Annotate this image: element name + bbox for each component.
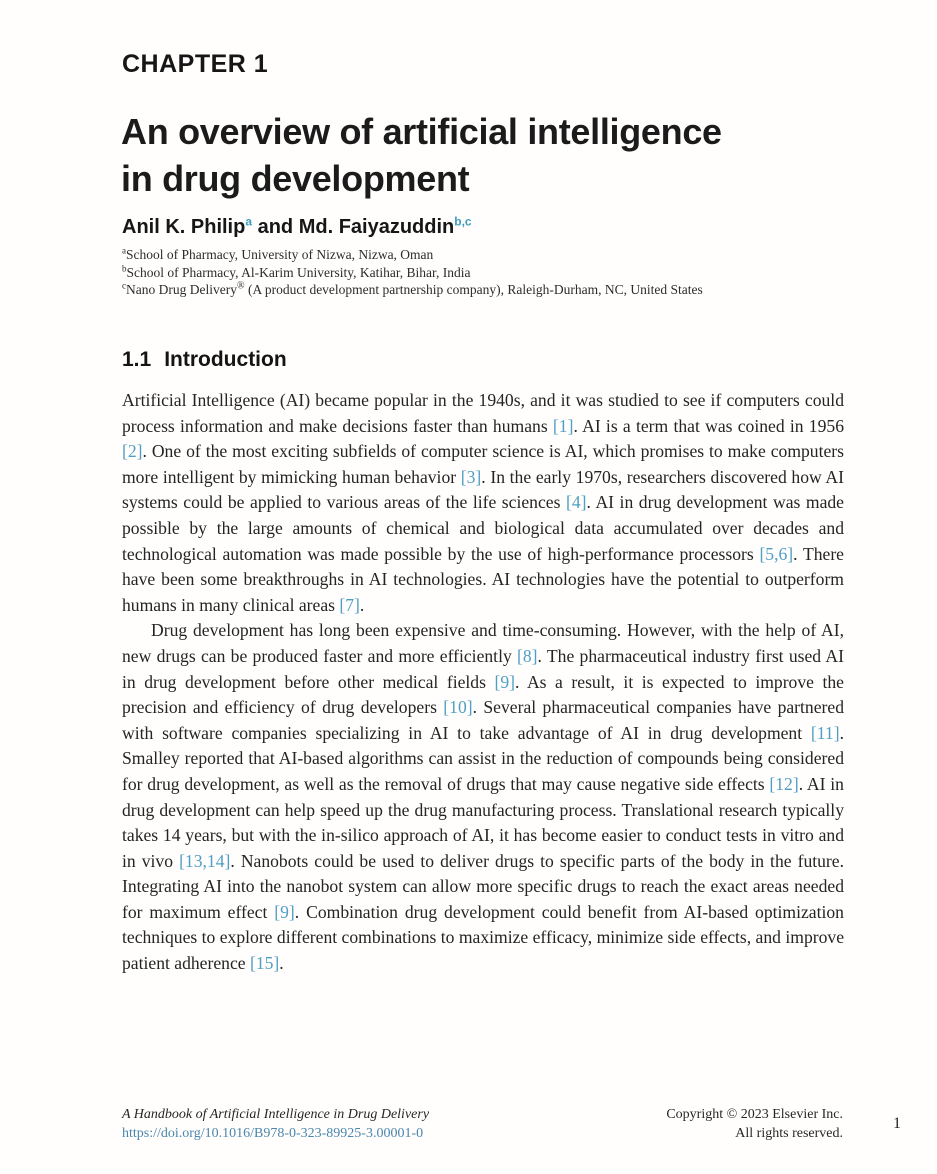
page-number: 1 (893, 1115, 901, 1132)
affiliations-block (122, 246, 703, 299)
rights-line: All rights reserved. (735, 1125, 843, 1141)
affiliation-marker: b (122, 263, 127, 273)
authors-connector: and (252, 216, 299, 238)
footer-copyright (666, 1106, 843, 1143)
affiliation-line (122, 264, 703, 282)
chapter-title (121, 108, 722, 202)
citation-link[interactable]: [9] (494, 671, 515, 692)
section-title: Introduction (164, 348, 287, 371)
citation-link[interactable]: [4] (565, 492, 587, 513)
author-name: Anil K. Philip (122, 216, 246, 238)
affiliation-marker: a (122, 245, 126, 256)
citation-link[interactable]: [10] (443, 697, 473, 718)
registered-trademark-symbol: ® (236, 280, 245, 292)
section-number: 1.1 (122, 348, 152, 371)
authors-line (122, 216, 472, 239)
footer-left (122, 1106, 429, 1143)
citation-link[interactable]: [15] (249, 953, 280, 974)
author-affiliation-marker: b,c (454, 214, 472, 229)
affiliation-line (122, 246, 703, 264)
citation-link[interactable]: [12] (769, 773, 799, 794)
doi-link[interactable]: https://doi.org/10.1016/B978-0-323-89925-3.00001-0 (122, 1125, 424, 1141)
citation-link[interactable]: [8] (517, 645, 538, 666)
footer-book-title: A Handbook of Artificial Intelligence in Drug Delivery (122, 1107, 430, 1122)
author-name: Md. Faiyazuddin (298, 216, 455, 238)
citation-link[interactable]: [3] (460, 466, 482, 487)
affiliation-text: School of Pharmacy, Al-Karim University, Katihar, Bihar, India (126, 264, 471, 280)
body-paragraph: Artificial Intelligence (AI) became popular in the 1940s, and it was studied to see if computers could process information and make decisions faster than humans [1]. AI is a term that was coined in 1956 [2]. One of the most exciting subfields of computer science is AI, which promises to make computers more intelligent by mimicking human behavior [3]. In the early 1970s, researchers discovered how AI systems could be applied to various areas of the life sciences [4]. AI in drug development was made possible by the large amounts of chemical and biological data accumulated over decades and technological automation was made possible by the use of high-performance processors [5,6]. There have been some breakthroughs in AI technologies. AI technologies have the potential to outperform humans in many clinical areas [7]. (122, 390, 844, 615)
citation-link[interactable]: [11] (810, 722, 840, 743)
chapter-title-line2: in drug development (121, 158, 470, 199)
affiliation-text: Nano Drug Delivery® (A product development partnership company), Raleigh-Durham, NC, United States (126, 280, 703, 297)
body-text (122, 388, 844, 977)
affiliation-text: School of Pharmacy, University of Nizwa, Nizwa, Oman (126, 247, 434, 262)
citation-link[interactable]: [5,6] (759, 543, 794, 564)
affiliation-line (122, 281, 703, 299)
citation-link[interactable]: [1] (552, 415, 574, 436)
copyright-line: Copyright © 2023 Elsevier Inc. (666, 1107, 843, 1122)
chapter-title-line1: An overview of artificial intelligence (121, 111, 722, 152)
citation-link[interactable]: [13,14] (179, 850, 231, 871)
citation-link[interactable]: [9] (274, 901, 295, 922)
citation-link[interactable]: [2] (122, 441, 143, 462)
section-heading (122, 348, 287, 372)
affiliation-marker: c (122, 280, 126, 291)
chapter-label: CHAPTER 1 (122, 50, 269, 78)
citation-link[interactable]: [7] (339, 594, 360, 615)
author-affiliation-marker: a (245, 214, 253, 229)
body-paragraph: Drug development has long been expensive and time-consuming. However, with the help of AI, new drugs can be produced faster and more efficiently [8]. The pharmaceutical industry first used AI in drug development before other medical fields [9]. As a result, it is expected to improve the precision and efficiency of drug developers [10]. Several pharmaceutical companies have partnered with software companies specializing in AI to take advantage of AI in drug development [11]. Smalley reported that AI-based algorithms can assist in the reduction of compounds being considered for drug development, as well as the removal of drugs that may cause negative side effects [12]. AI in drug development can help speed up the drug manufacturing process. Translational research typically takes 14 years, but with the in-silico approach of AI, it has become easier to conduct tests in vitro and in vivo [13,14]. Nanobots could be used to deliver drugs to specific parts of the body in the future. Integrating AI into the nanobot system can allow more specific drugs to reach the exact areas needed for maximum effect [9]. Combination drug development could benefit from AI-based optimization techniques to explore different combinations to maximize efficacy, minimize side effects, and improve patient adherence [15]. (122, 620, 845, 974)
